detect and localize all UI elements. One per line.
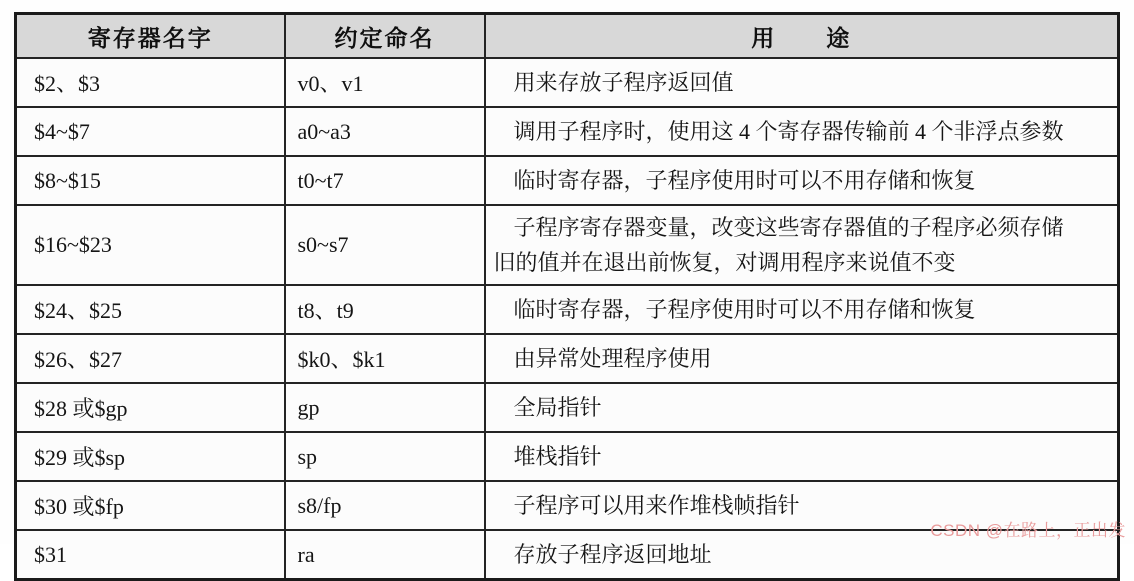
table-row [16,205,1119,285]
usage-cell: 由异常处理程序使用 [485,334,1119,383]
register-name-cell: $28 或$gp [16,383,285,432]
register-name-cell: $29 或$sp [16,432,285,481]
table-row [16,58,1119,107]
csdn-watermark: CSDN @在路上，正出发 [930,521,1126,540]
alias-cell: a0~a3 [285,107,485,156]
usage-cell: 子程序寄存器变量，改变这些寄存器值的子程序必须存储旧的值并在退出前恢复，对调用程序来说值不变 [485,205,1119,285]
usage-cell: 临时寄存器，子程序使用时可以不用存储和恢复 [485,156,1119,205]
alias-cell: ra [285,530,485,580]
table-row [16,156,1119,205]
table-body [16,58,1119,580]
register-name-cell: $30 或$fp [16,481,285,530]
register-name-cell: $26、$27 [16,334,285,383]
usage-cell: 存放子程序返回地址 [485,530,1119,580]
alias-cell: t8、t9 [285,285,485,334]
table-row [16,334,1119,383]
usage-cell: 调用子程序时，使用这 4 个寄存器传输前 4 个非浮点参数 [485,107,1119,156]
col-header-register-name: 寄存器名字 [16,14,285,59]
col-header-conventional-name: 约定命名 [285,14,485,59]
usage-cell: 子程序可以用来作堆栈帧指针 [485,481,1119,530]
alias-cell: sp [285,432,485,481]
alias-cell: $k0、$k1 [285,334,485,383]
alias-cell: gp [285,383,485,432]
usage-cell: 用来存放子程序返回值 [485,58,1119,107]
table-row [16,285,1119,334]
col-header-usage: 用 途 [485,14,1119,59]
register-name-cell: $4~$7 [16,107,285,156]
usage-cell: 临时寄存器，子程序使用时可以不用存储和恢复 [485,285,1119,334]
table-row [16,383,1119,432]
register-name-cell: $24、$25 [16,285,285,334]
register-table [14,12,1120,581]
table-row [16,107,1119,156]
alias-cell: s8/fp [285,481,485,530]
usage-cell: 堆栈指针 [485,432,1119,481]
header-row [16,14,1119,59]
register-name-cell: $31 [16,530,285,580]
usage-cell: 全局指针 [485,383,1119,432]
register-name-cell: $8~$15 [16,156,285,205]
register-name-cell: $16~$23 [16,205,285,285]
alias-cell: s0~s7 [285,205,485,285]
alias-cell: t0~t7 [285,156,485,205]
register-name-cell: $2、$3 [16,58,285,107]
table-row [16,432,1119,481]
alias-cell: v0、v1 [285,58,485,107]
